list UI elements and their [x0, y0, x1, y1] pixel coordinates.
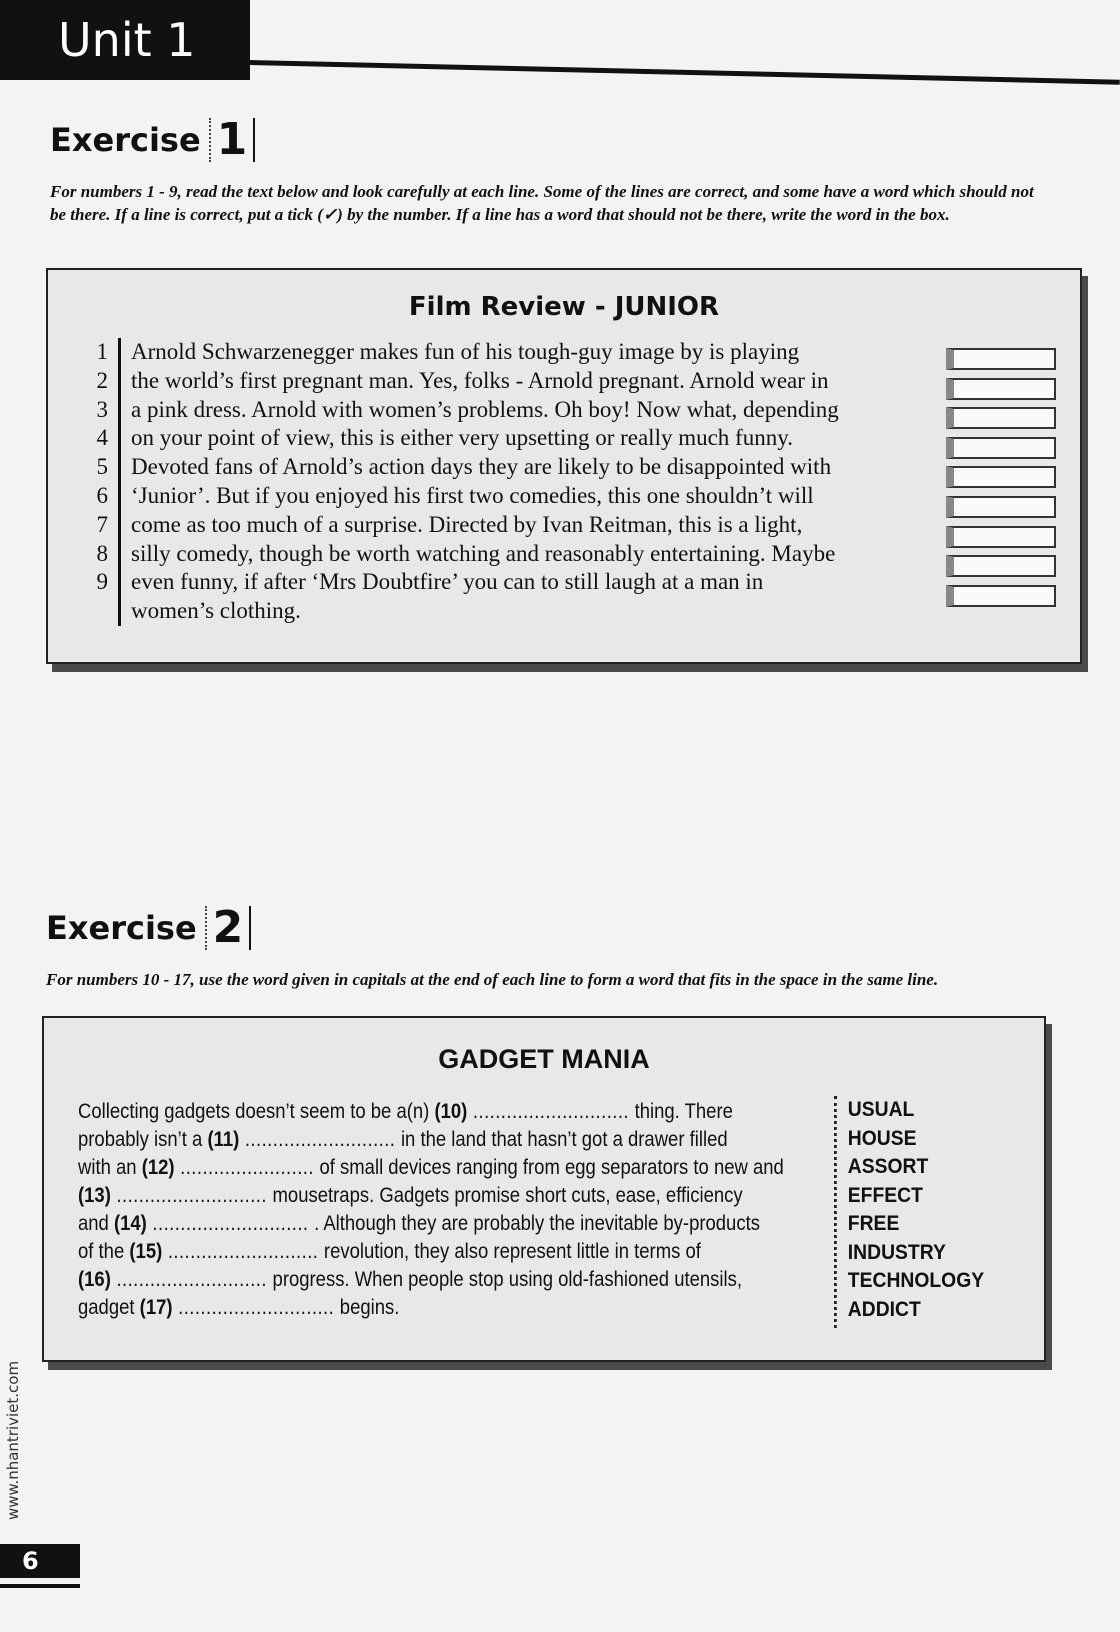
gap-blank[interactable]: ............................: [467, 1100, 635, 1123]
line-text: a pink dress. Arnold with women’s problems. Oh boy! Now what, depending: [118, 396, 958, 425]
line-number: 6: [96, 482, 108, 508]
review-line: [78, 424, 958, 453]
review-line: [78, 338, 958, 367]
exercise-2-number: 2: [205, 906, 252, 950]
gap-blank[interactable]: ...........................: [239, 1128, 401, 1151]
line-text: on your point of view, this is either very upsetting or really much funny.: [118, 424, 958, 453]
gap-number: (11): [207, 1128, 240, 1151]
film-review-panel: [46, 268, 1082, 664]
capitals-word-list: [834, 1096, 984, 1328]
unit-rule: [250, 60, 1120, 85]
line-number: 3: [96, 396, 108, 422]
answer-boxes: [946, 348, 1056, 614]
line-number: 1: [96, 339, 108, 364]
capital-word: ADDICT: [847, 1297, 921, 1321]
capital-word: INDUSTRY: [847, 1240, 946, 1264]
gap-number: (17): [139, 1296, 173, 1319]
answer-box-7[interactable]: [946, 526, 1056, 548]
gap-line-text-before: of the: [78, 1240, 130, 1263]
unit-header: [0, 0, 250, 80]
capital-word: ASSORT: [847, 1155, 929, 1178]
line-number: 4: [96, 425, 108, 451]
gap-blank[interactable]: ............................: [146, 1212, 315, 1235]
answer-box-8[interactable]: [946, 555, 1056, 577]
line-number: 9: [96, 569, 108, 595]
capital-word: TECHNOLOGY: [847, 1269, 985, 1292]
gadget-mania-title: GADGET MANIA: [438, 1044, 650, 1074]
gap-line: [78, 1098, 747, 1126]
answer-box-9[interactable]: [946, 585, 1056, 607]
gap-blank[interactable]: ...........................: [110, 1184, 273, 1207]
unit-title: Unit 1: [58, 13, 196, 67]
answer-box-4[interactable]: [946, 437, 1056, 459]
capital-word: FREE: [847, 1212, 900, 1235]
gap-line-text-after: in the land that hasn’t got a drawer filled: [400, 1128, 728, 1151]
line-number: 8: [96, 540, 108, 566]
gap-line-text-after: revolution, they also represent little in terms of: [323, 1240, 701, 1263]
line-text: Arnold Schwarzenegger makes fun of his tough-guy image by is playing: [118, 338, 958, 367]
gap-number: (14): [113, 1212, 147, 1235]
line-text: Devoted fans of Arnold’s action days they are likely to be disappointed with: [118, 453, 958, 482]
gap-line-text-after: begins.: [339, 1296, 400, 1319]
gap-line: [78, 1182, 747, 1210]
page-number-text: 6: [22, 1547, 39, 1575]
gap-line-text-after: of small devices ranging from egg separators to new and: [319, 1156, 784, 1179]
gadget-mania-text: [78, 1098, 784, 1322]
capital-word: USUAL: [847, 1098, 915, 1121]
gap-line-text-before: probably isn’t a: [78, 1128, 208, 1151]
answer-box-5[interactable]: [946, 466, 1056, 488]
answer-box-3[interactable]: [946, 407, 1056, 429]
gap-line-text-after: thing. There: [634, 1100, 733, 1123]
exercise-1-number: 1: [209, 118, 256, 162]
gadget-mania-panel: [42, 1016, 1046, 1362]
exercise-2-title-word: Exercise: [46, 909, 197, 947]
line-number: 7: [96, 511, 108, 537]
review-line: [78, 568, 958, 597]
gap-number: (15): [129, 1240, 163, 1263]
line-text: come as too much of a surprise. Directed by Ivan Reitman, this is a light,: [118, 511, 958, 540]
exercise-1-title: [50, 114, 255, 165]
capital-word: EFFECT: [847, 1183, 923, 1207]
film-review-text: [78, 338, 958, 626]
gap-blank[interactable]: ...........................: [110, 1268, 273, 1291]
page-number-rule: [0, 1584, 80, 1588]
gap-number: (10): [434, 1100, 468, 1123]
answer-box-2[interactable]: [946, 378, 1056, 400]
exercise-1-title-word: Exercise: [50, 121, 201, 159]
gap-line-text-after: . Although they are probably the inevitable by-products: [314, 1212, 760, 1235]
line-text: the world’s first pregnant man. Yes, folks - Arnold pregnant. Arnold wear in: [118, 367, 958, 396]
review-line: [78, 511, 958, 540]
gap-line-text-before: and: [78, 1212, 114, 1235]
review-line: [78, 597, 958, 626]
gap-line: [78, 1294, 747, 1322]
gap-blank[interactable]: ........................: [174, 1156, 320, 1179]
line-text: even funny, if after ‘Mrs Doubtfire’ you can to still laugh at a man in: [118, 568, 958, 597]
gap-blank[interactable]: ...........................: [162, 1240, 324, 1263]
gap-line: [78, 1238, 747, 1266]
review-line: [78, 453, 958, 482]
gap-line: [78, 1266, 747, 1294]
review-line: [78, 540, 958, 569]
answer-box-6[interactable]: [946, 496, 1056, 518]
side-url: www.nhantriviet.com: [4, 1360, 22, 1520]
review-line: [78, 396, 958, 425]
gap-line-text-after: progress. When people stop using old-fashioned utensils,: [272, 1268, 743, 1291]
page-number: [0, 1544, 80, 1578]
review-line: [78, 482, 958, 511]
exercise-1-instructions: For numbers 1 - 9, read the text below and look carefully at each line. Some of the lines are correct, and some have a word which should not be there. If a line is correct, put a tick (✓) by the number. If a line has a word that should not be there, write the word in the box.: [50, 182, 1034, 224]
line-text: women’s clothing.: [118, 597, 958, 626]
gap-line-text-before: gadget: [78, 1296, 140, 1319]
gap-number: (16): [78, 1268, 111, 1291]
gap-line-text-before: Collecting gadgets doesn’t seem to be a(n): [78, 1100, 435, 1123]
film-review-title: Film Review - JUNIOR: [408, 292, 720, 322]
capital-word: HOUSE: [847, 1126, 917, 1150]
gap-line-text-before: with an: [78, 1156, 142, 1179]
gap-number: (13): [78, 1184, 111, 1207]
gap-line: [78, 1154, 784, 1182]
answer-box-1[interactable]: [946, 348, 1056, 370]
gap-line: [78, 1210, 760, 1238]
gap-line-text-after: mousetraps. Gadgets promise short cuts, ease, efficiency: [272, 1184, 743, 1207]
line-number: 2: [96, 367, 108, 393]
exercise-2-title: [46, 902, 251, 953]
gap-line: [78, 1126, 747, 1154]
exercise-2-instructions: For numbers 10 - 17, use the word given in capitals at the end of each line to form a word that fits in the space in the same line.: [46, 970, 939, 989]
line-number: 5: [96, 454, 108, 480]
gap-number: (12): [141, 1156, 175, 1179]
gap-blank[interactable]: ............................: [172, 1296, 340, 1319]
line-text: silly comedy, though be worth watching and reasonably entertaining. Maybe: [118, 540, 958, 569]
review-line: [78, 367, 958, 396]
line-text: ‘Junior’. But if you enjoyed his first two comedies, this one shouldn’t will: [118, 482, 958, 511]
